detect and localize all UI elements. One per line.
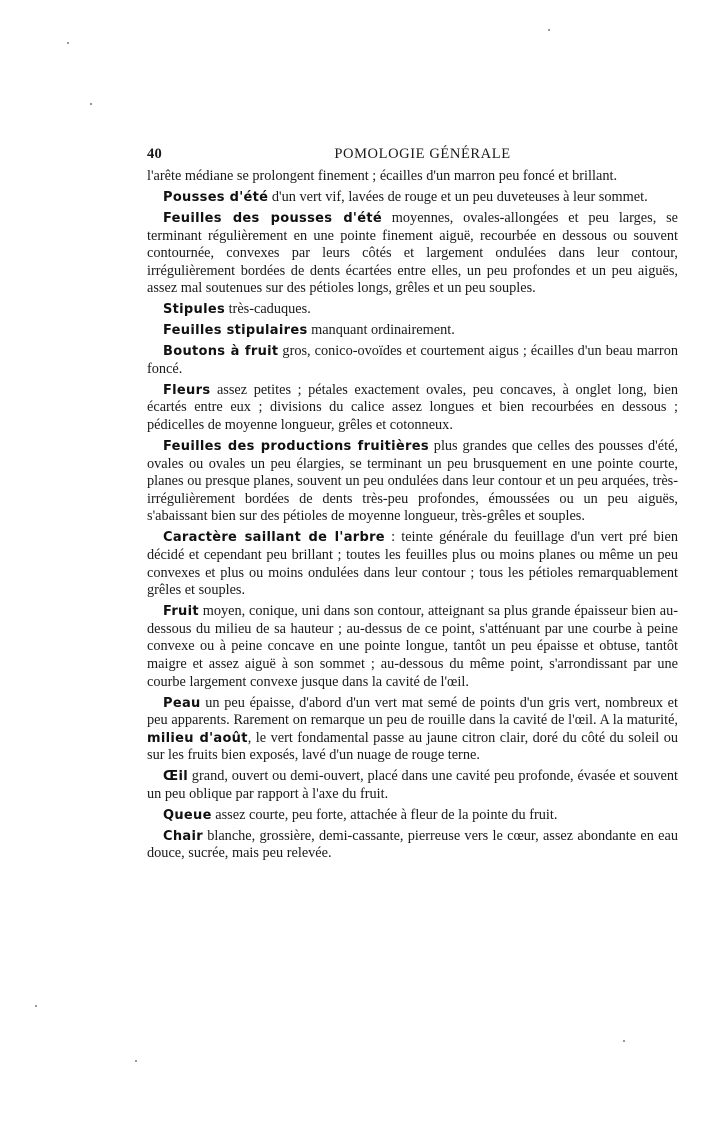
term-heading: Fleurs bbox=[163, 382, 211, 398]
paragraph-text: manquant ordinairement. bbox=[307, 322, 455, 339]
paragraph-text: gros, conico-ovoïdes et courtement aigus ; écailles d'un beau marron foncé. bbox=[147, 343, 678, 377]
paragraph-text: : teinte générale du feuillage d'un vert pré bien décidé et cependant peu brillant ; toutes les feuilles plus ou moins planes ou même un peu convexes et plus ou moins ondulées dans leur contour ; tous les pétioles remarquablement grêles et souples. bbox=[147, 529, 678, 599]
paragraph-stipules bbox=[147, 301, 678, 319]
term-heading: Feuilles des productions fruitières bbox=[163, 439, 429, 455]
scan-speck bbox=[135, 1060, 137, 1062]
term-heading: Pousses d'été bbox=[163, 189, 269, 205]
paragraph-text: blanche, grossière, demi-cassante, pierreuse vers le cœur, assez abondante en eau douce, sucrée, mais peu relevée. bbox=[147, 827, 678, 862]
term-heading: Peau bbox=[163, 695, 201, 711]
scan-speck bbox=[623, 1040, 625, 1042]
paragraph-boutons bbox=[147, 343, 678, 378]
term-heading: Caractère saillant de l'arbre bbox=[163, 530, 385, 546]
paragraph-text: l'arête médiane se prolongent finement ; écailles d'un marron peu foncé et brillant. bbox=[147, 168, 618, 184]
paragraph-caractere bbox=[147, 529, 678, 599]
paragraph-feuilles-productions bbox=[147, 438, 678, 526]
paragraph-text: très-caduques. bbox=[225, 301, 311, 318]
book-page bbox=[147, 146, 678, 866]
paragraph-text: un peu épaisse, d'abord d'un vert mat semé de points d'un gris vert, nombreux et peu apparents. Rarement on remarque un peu de rouille dans la cavité de l'œil. A la maturité, bbox=[147, 694, 678, 729]
scan-speck bbox=[35, 1005, 37, 1007]
term-heading: Queue bbox=[163, 807, 212, 823]
paragraph-feuilles-pousses bbox=[147, 210, 678, 298]
paragraph-text: assez courte, peu forte, attachée à fleur de la pointe du fruit. bbox=[211, 806, 558, 823]
paragraph-text: moyennes, ovales-allongées et peu larges, se terminant régulièrement en une pointe finement aiguë, recourbée en dessous ou souvent contournée, convexes par leurs côtés et largement ondulées dans leur contour, irrégulièrement bordées de dents écartées entre elles, un peu profondes et un peu aiguës, assez mal soutenues sur des pétioles longs, grêles et un peu souples. bbox=[147, 209, 678, 297]
paragraph-text: moyen, conique, uni dans son contour, atteignant sa plus grande épaisseur bien au-dessous du milieu de sa hauteur ; au-dessus de ce point, s'atténuant par une courbe à peine convexe ou à peine concave en une pointe longue, tantôt un peu épaisse et obtuse, tantôt maigre et assez aiguë à son sommet ; au-dessous du même point, s'arrondissant par une courbe largement convexe jusque dans la cavité de l'œil. bbox=[147, 603, 678, 690]
paragraph-pousses bbox=[147, 189, 678, 207]
term-heading: Feuilles des pousses d'été bbox=[163, 210, 382, 226]
running-title: POMOLOGIE GÉNÉRALE bbox=[334, 146, 511, 162]
term-heading: Fruit bbox=[163, 604, 199, 620]
paragraph-continuation bbox=[147, 168, 678, 186]
term-heading: Feuilles stipulaires bbox=[163, 323, 308, 339]
scan-speck bbox=[548, 29, 550, 31]
ripening-date: milieu d'août bbox=[147, 730, 248, 746]
body-text bbox=[147, 168, 678, 863]
running-head bbox=[147, 146, 678, 166]
paragraph-text: , le vert fondamental passe au jaune citron clair, doré du côté du soleil ou sur les fruits bien exposés, lavé d'un nuage de rouge terne. bbox=[147, 729, 678, 764]
paragraph-queue bbox=[147, 807, 678, 825]
paragraph-text: plus grandes que celles des pousses d'été, ovales ou ovales un peu élargies, se terminant un peu brusquement en une pointe courte, planes ou presque planes, souvent un peu ondulées dans leur contour et un peu arquées, très-irrégulièrement bordées de dents très-peu profondes, émoussées ou un peu aiguës, s'abaissant bien sur des pétioles de moyenne longueur, très-grêles et souples. bbox=[147, 438, 678, 525]
paragraph-chair bbox=[147, 828, 678, 863]
term-heading: Stipules bbox=[163, 302, 226, 318]
term-heading: Boutons à fruit bbox=[163, 344, 279, 360]
paragraph-text: grand, ouvert ou demi-ouvert, placé dans une cavité peu profonde, évasée et souvent un peu oblique par rapport à l'axe du fruit. bbox=[147, 768, 678, 802]
paragraph-text: d'un vert vif, lavées de rouge et un peu duveteuses à leur sommet. bbox=[268, 188, 648, 205]
paragraph-text: assez petites ; pétales exactement ovales, peu concaves, à onglet long, bien écartés entre eux ; divisions du calice assez longues et bien recourbées en dessous ; pédicelles de moyenne longueur, grêles et cotonneux. bbox=[147, 381, 678, 434]
term-heading: Chair bbox=[163, 828, 203, 844]
paragraph-oeil bbox=[147, 768, 678, 803]
scan-speck bbox=[90, 103, 92, 105]
paragraph-feuilles-stipulaires bbox=[147, 322, 678, 340]
term-heading: Œil bbox=[163, 769, 188, 785]
page-number: 40 bbox=[147, 146, 162, 162]
paragraph-peau bbox=[147, 695, 678, 765]
paragraph-fleurs bbox=[147, 382, 678, 435]
paragraph-fruit bbox=[147, 603, 678, 691]
scan-speck bbox=[67, 42, 69, 44]
